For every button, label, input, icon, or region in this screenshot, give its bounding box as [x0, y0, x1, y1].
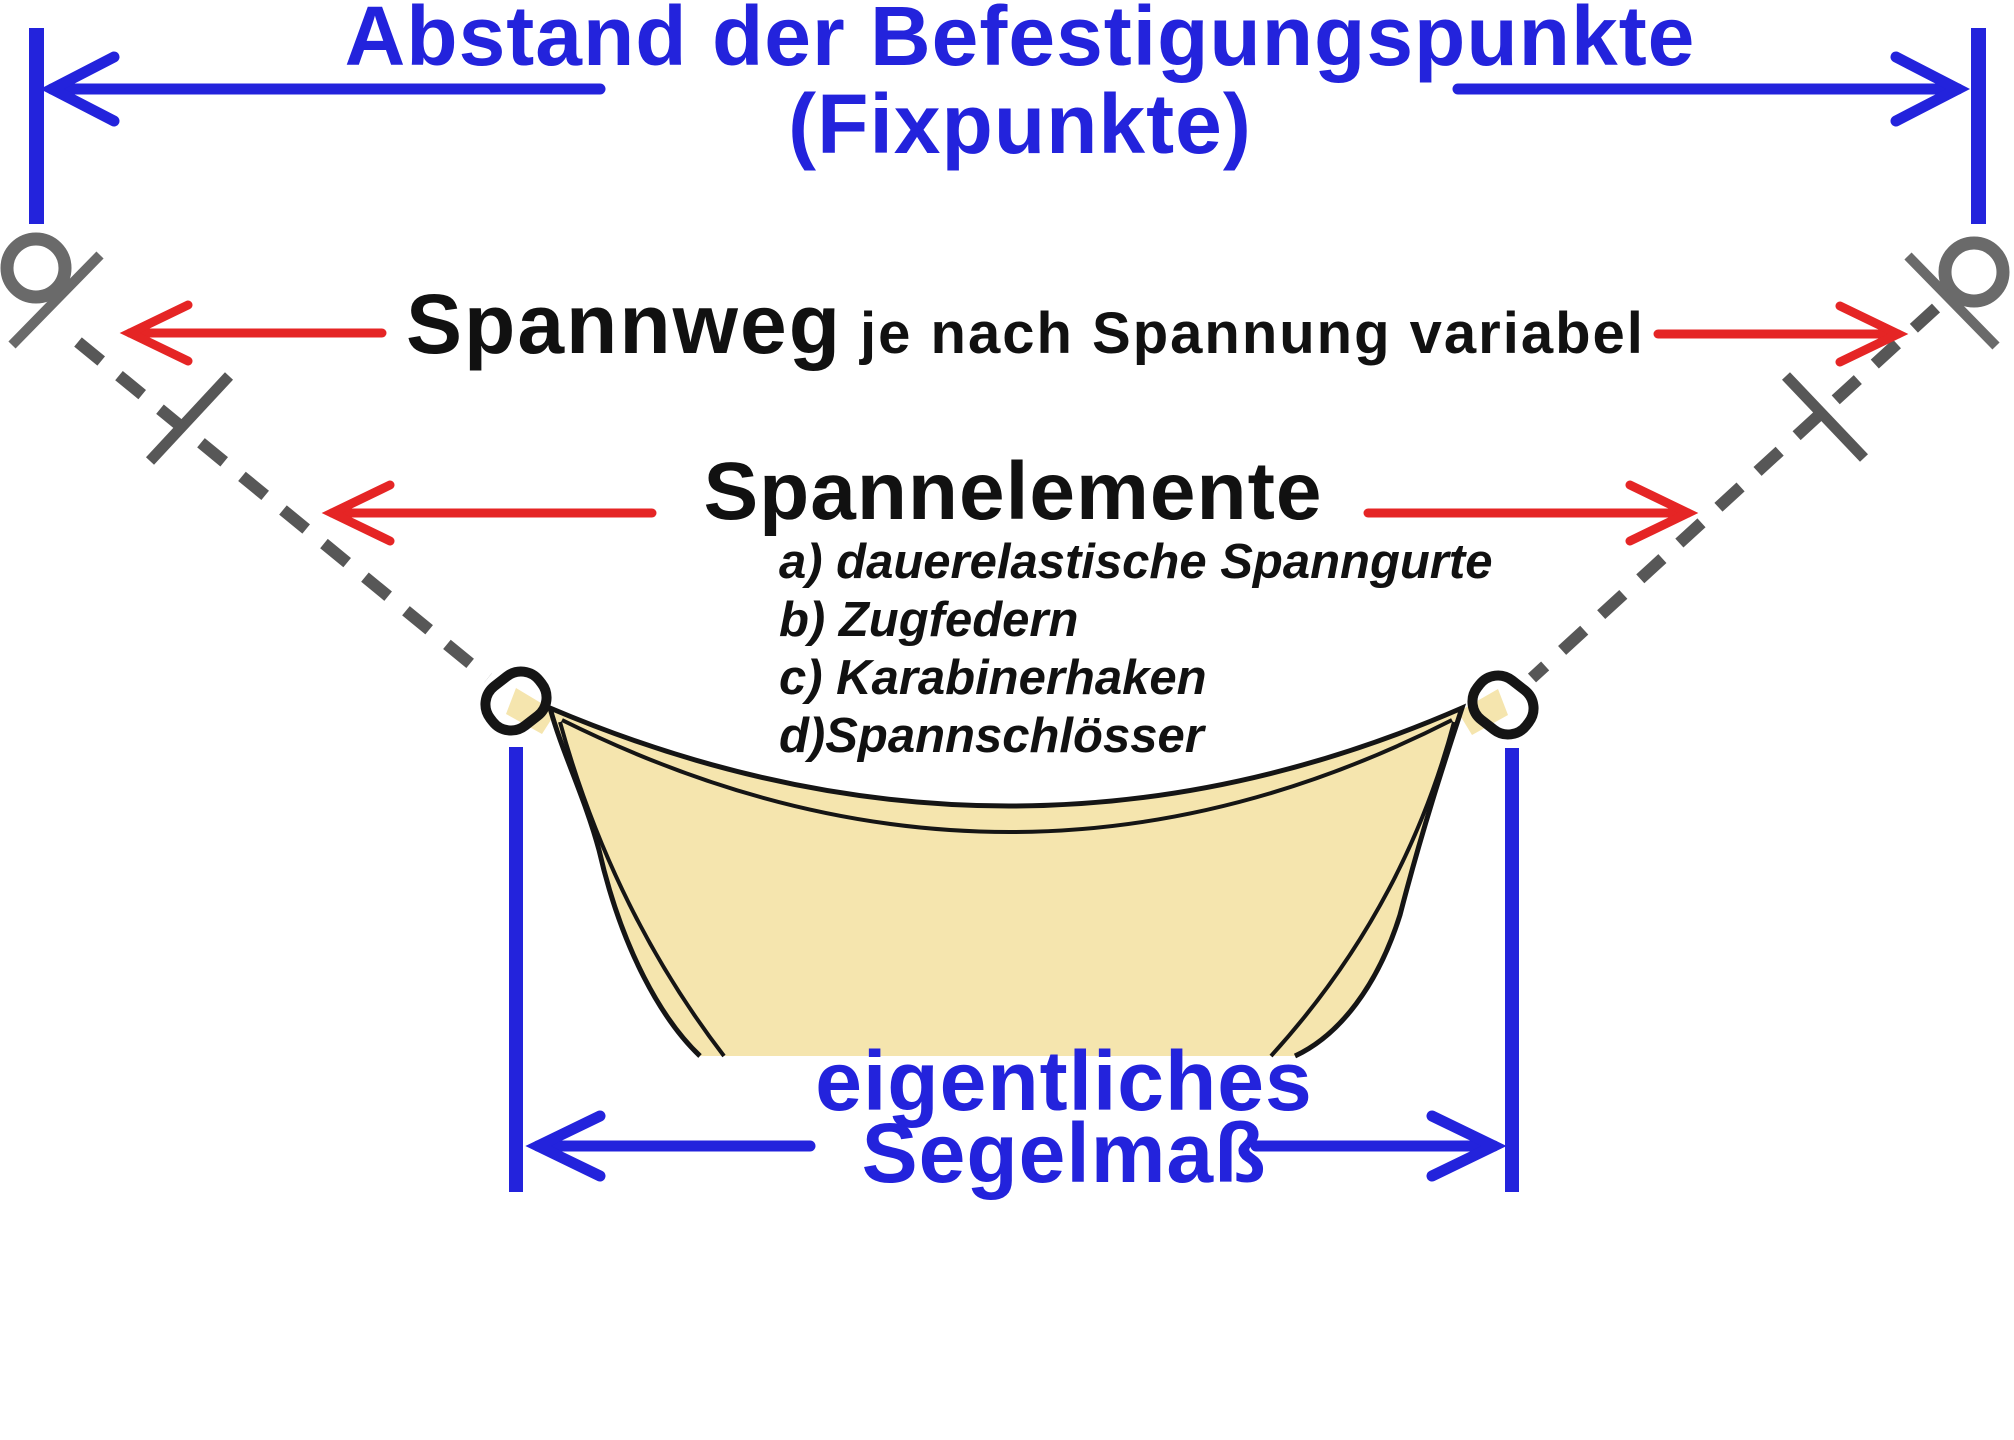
title-line-1: Abstand der Befestigungspunkte — [344, 0, 1696, 83]
spannweg-label: Spannweg — [406, 277, 843, 371]
sail-size-bar-right — [1505, 748, 1519, 1192]
spannweg-label-row — [406, 277, 1645, 371]
eyelet-ring-icon-left — [7, 239, 100, 345]
spannelemente-title: Spannelemente — [703, 446, 1323, 537]
list-item-a: a) dauerelastische Spanngurte — [779, 535, 1493, 589]
title — [344, 0, 1696, 171]
fixpoint-bar-left — [29, 28, 44, 224]
sail-size-label — [815, 1034, 1313, 1200]
spannweg-note: je nach Spannung variabel — [860, 301, 1645, 366]
turnbuckle-cross-icon-left — [150, 376, 229, 461]
spannelemente-list — [779, 533, 1492, 765]
list-item-d: d)Spannschlösser — [779, 709, 1204, 763]
sail-size-label-line-1: eigentliches — [815, 1034, 1313, 1128]
sail-size-label-line-2: Segelmaß — [861, 1106, 1267, 1200]
spannweg-arrow-left — [130, 305, 382, 361]
eyelet-ring-icon-right — [1908, 243, 2003, 346]
list-item-b: b) Zugfedern — [779, 593, 1079, 647]
sail-size-bar-left — [509, 747, 523, 1192]
spannelemente-arrow-left — [332, 485, 652, 541]
list-item-c: c) Karabinerhaken — [779, 651, 1207, 705]
fixpoint-bar-right — [1971, 28, 1986, 224]
title-line-2: (Fixpunkte) — [788, 77, 1252, 171]
sail-size-arrow-left — [538, 1116, 810, 1176]
spannweg-arrow-right — [1658, 306, 1898, 362]
